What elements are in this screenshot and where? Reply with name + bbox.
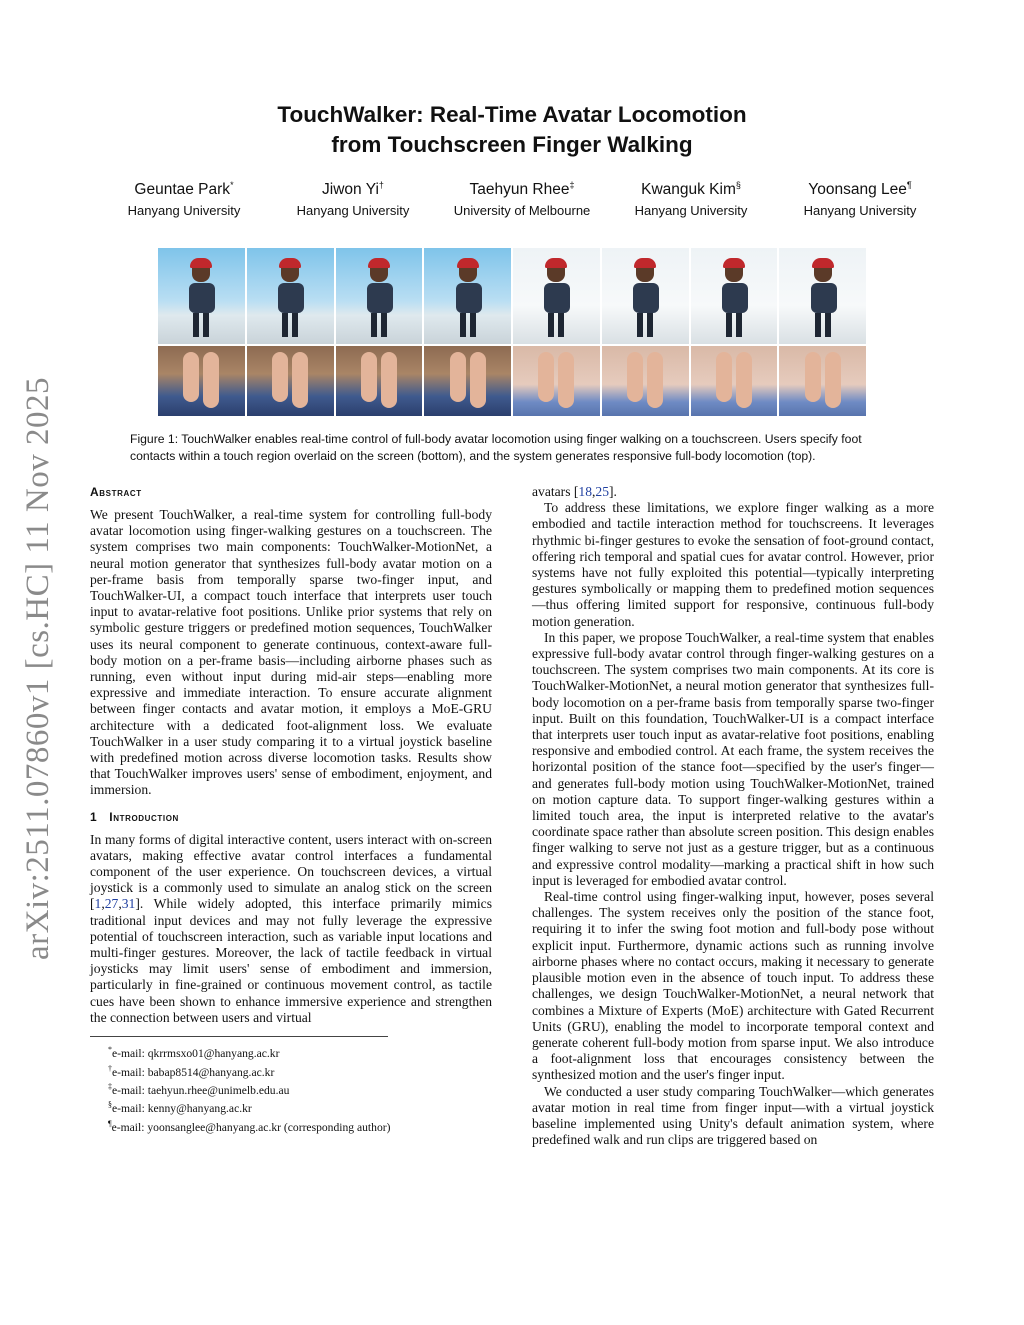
footnote <box>90 1117 492 1135</box>
body-paragraph: To address these limitations, we explore finger walking as a more embodied and tactile interaction method for touchscreens. It leverages rhythmic bi-finger gestures to evoke the sensation of foot-ground contact, offering rich temporal and spatial cues for avatar control. However, prior systems have not fully exploited this potential—typically interpreting gestures symbolically or mapping them to predefined motion sequences—thus offering limited support for responsive, continuous full-body motion generation. <box>532 500 934 629</box>
finger-frame <box>424 346 511 416</box>
footnote-text: e-mail: babap8514@hanyang.ac.kr <box>112 1065 275 1079</box>
avatar-figure <box>811 258 835 337</box>
author-mark: ‡ <box>569 180 575 190</box>
finger-frame <box>247 346 334 416</box>
citation-link[interactable]: 18 <box>578 484 593 499</box>
teaser-figure <box>158 248 866 418</box>
intro-paragraph: In many forms of digital interactive content, users interact with on-screen avatars, making effective avatar control interfaces a fundamental component of the user experience. On touchscreen devices, a virtual joystick is a commonly used to simulate an analog stick on the screen [1,27,31]. While widely adopted, this interface primarily mimics traditional input devices and may not fully leverage the expressive potential of touchscreen interaction, such as variable input locations and multi-finger gestures. Moreover, the lack of tactile feedback in virtual joysticks may limit users' sense of embodiment and immersion, particularly in fine-grained or continuous movement control, as tactile cues have been shown to enhance immersive experience and strengthen the connection between users and virtual <box>90 831 492 1025</box>
author-block <box>778 175 942 222</box>
title-line-1: TouchWalker: Real-Time Avatar Locomotion <box>277 102 747 127</box>
body-paragraph: avatars [18,25]. <box>532 484 617 499</box>
body-paragraph: Real-time control using finger-walking input, however, poses several challenges. The system receives only the position of the stance foot, requiring it to infer the swing foot motion and full-body pose without explicit input. Furthermore, dynamic actions such as running involve airborne phases where no contact occurs, making it necessary to generate plausible motion even in the absence of touch input. To address these challenges, we design TouchWalker-MotionNet, a neural network that combines a Mixture of Experts (MoE) architecture with Gated Recurrent Units (GRU), enabling the model to incorporate temporal context and generate coherent full-body motion from sparse input. We also introduce a foot-alignment loss that encourages consistency between the synthesized motion and the user's finger input. <box>532 889 934 1083</box>
author-affiliation: Hanyang University <box>296 203 410 219</box>
author-name: Yoonsang Lee <box>808 181 907 199</box>
author-block <box>609 175 773 222</box>
avatar-frame <box>336 248 423 344</box>
footnote-mark: * <box>108 1045 112 1055</box>
footnote-text: e-mail: taehyun.rhee@unimelb.edu.au <box>112 1083 290 1097</box>
finger-frame <box>513 346 600 416</box>
body-paragraph: We conducted a user study comparing TouchWalker—which generates avatar motion in real time from finger input—with a virtual joystick baseline implemented using Unity's default animation system, where predefined walk and run clips are triggered based on <box>532 1083 934 1148</box>
footnote <box>90 1080 492 1098</box>
footnote-mark: ‡ <box>108 1082 112 1091</box>
author-name: Taehyun Rhee <box>469 181 570 199</box>
body-paragraph: In this paper, we propose TouchWalker, a real-time system that enables expressive full-body avatar control through finger-walking gestures on a touchscreen. The system comprises two main components. At its core is TouchWalker-MotionNet, a neural motion generator that synthesizes full-body locomotion on a per-frame basis from temporally sparse two-finger input. Built on this foundation, TouchWalker-UI is a compact interface that interprets user touch input as avatar-relative foot positions, enabling responsive and embodied control. At each frame, the system receives the horizontal position of the stance foot—specified by the user's finger—and generates full-body motion using TouchWalker-MotionNet, trained on motion capture data. To support finger-walking gestures within a limited touch area, the input is interpreted relative to the avatar's coordinate space rather than absolute screen position. This design enables finger walking to serve not just as a gesture trigger, but as a continuous and expressive control modality—marking a practical shift in how such input is leveraged for embodied avatar control. <box>532 629 934 888</box>
intro-text: ]. While widely adopted, this interface primarily mimics traditional input devices and may not fully leverage the expressive potential of touchscreen interaction, such as variable input locations and multi-finger gestures. Moreover, the lack of tactile feedback in virtual joysticks may limit users' sense of embodiment and immersion, particularly in fine-grained or continuous movement control, as tactile cues have been shown to enhance immersive experience and strengthen the connection between users and virtual <box>90 896 492 1025</box>
avatar-figure <box>278 258 302 337</box>
abstract-heading <box>90 484 492 500</box>
section-number: 1 <box>90 809 98 824</box>
figure-caption: Figure 1: TouchWalker enables real-time control of full-body avatar locomotion using finger walking on a touchscreen. Users specify foot contacts within a touch region overlaid on the screen (bottom), and the system generates responsive full-body locomotion (top). <box>130 432 862 463</box>
author-mark: * <box>230 180 234 190</box>
author-mark: † <box>378 180 384 190</box>
citation-link[interactable]: 25 <box>595 484 610 499</box>
footnote-mark: † <box>108 1063 112 1073</box>
finger-frame <box>691 346 778 416</box>
avatar-figure <box>456 258 480 337</box>
author-list <box>102 175 942 222</box>
section-heading <box>90 809 492 825</box>
title-line-2: from Touchscreen Finger Walking <box>331 132 693 157</box>
paper-title <box>200 100 824 160</box>
footnote <box>90 1098 492 1116</box>
abstract-text: We present TouchWalker, a real-time system for controlling full-body avatar locomotion using finger-walking gestures on a touchscreen. The system comprises two main components: TouchWalker-MotionNet, a neural motion generator that synthesizes full-body avatar motion on a per-frame basis from temporally sparse two-finger input, and TouchWalker-UI, a compact touch interface that interprets user touch input to avatar-relative foot positions. Unlike prior systems that rely on symbolic gesture triggers or predefined motion sequences, TouchWalker uses its neural component to generate continuous, context-aware full-body motion on a per-frame basis—including airborne phases such as running, even without input during mid-air steps—enabling more expressive and immediate interaction. To ensure accurate alignment between finger contacts and avatar motion, it employs a MoE-GRU architecture with a dedicated foot-alignment loss. We evaluate TouchWalker in a user study comparing it to a virtual joystick baseline with predefined motion across diverse locomotion tasks. Results show that TouchWalker improves users' sense of embodiment, enjoyment, and immersion. <box>90 507 492 798</box>
author-block <box>102 175 266 222</box>
finger-frames-row <box>158 346 866 416</box>
author-name: Jiwon Yi <box>322 181 379 199</box>
footnote-mark: ¶ <box>108 1118 112 1128</box>
abstract-heading-text: Abstract <box>90 485 142 499</box>
intro-text: In many forms of digital interactive content, users interact with on-screen avatars, making effective avatar control interfaces a fundamental component of the user experience. On touchscreen devices, a virtual joystick is a commonly used to simulate an analog stick on the screen [ <box>90 831 492 912</box>
finger-frame <box>336 346 423 416</box>
body-text: ]. <box>609 484 617 499</box>
right-column <box>532 484 934 1148</box>
avatar-frame <box>424 248 511 344</box>
footnote-text: e-mail: yoonsanglee@hanyang.ac.kr (corresponding author) <box>111 1120 391 1134</box>
author-name: Geuntae Park <box>134 181 231 199</box>
author-block <box>440 175 604 222</box>
avatar-figure <box>633 258 657 337</box>
citation-link[interactable]: 1 <box>94 896 102 912</box>
author-affiliation: Hanyang University <box>634 203 748 219</box>
avatar-figure <box>189 258 213 337</box>
avatar-figure <box>544 258 568 337</box>
avatar-frame <box>247 248 334 344</box>
author-mark: § <box>735 180 741 190</box>
citation-link[interactable]: 31 <box>121 896 136 912</box>
avatar-figure <box>367 258 391 337</box>
avatar-figure <box>722 258 746 337</box>
footnote-rule <box>90 1036 388 1037</box>
avatar-frame <box>513 248 600 344</box>
footnote-mark: § <box>108 1100 112 1110</box>
footnote <box>90 1043 492 1061</box>
body-text: avatars [ <box>532 484 579 499</box>
left-column <box>90 484 492 1135</box>
footnote <box>90 1062 492 1080</box>
footnotes <box>90 1043 492 1135</box>
author-mark: ¶ <box>906 180 912 190</box>
avatar-frame <box>691 248 778 344</box>
avatar-frames-row <box>158 248 866 344</box>
avatar-frame <box>602 248 689 344</box>
author-block <box>271 175 435 222</box>
citation-link[interactable]: 27 <box>104 896 119 912</box>
finger-frame <box>158 346 245 416</box>
finger-frame <box>602 346 689 416</box>
avatar-frame <box>158 248 245 344</box>
footnote-text: e-mail: kenny@hanyang.ac.kr <box>112 1102 252 1116</box>
section-title: Introduction <box>109 809 179 824</box>
author-affiliation: University of Melbourne <box>453 203 591 219</box>
author-name: Kwanguk Kim <box>641 181 736 199</box>
finger-frame <box>779 346 866 416</box>
avatar-frame <box>779 248 866 344</box>
author-affiliation: Hanyang University <box>803 203 917 219</box>
arxiv-identifier: arXiv:2511.07860v1 [cs.HC] 11 Nov 2025 <box>20 377 56 960</box>
author-affiliation: Hanyang University <box>127 203 241 219</box>
footnote-text: e-mail: qkrrmsxo01@hanyang.ac.kr <box>112 1046 280 1060</box>
